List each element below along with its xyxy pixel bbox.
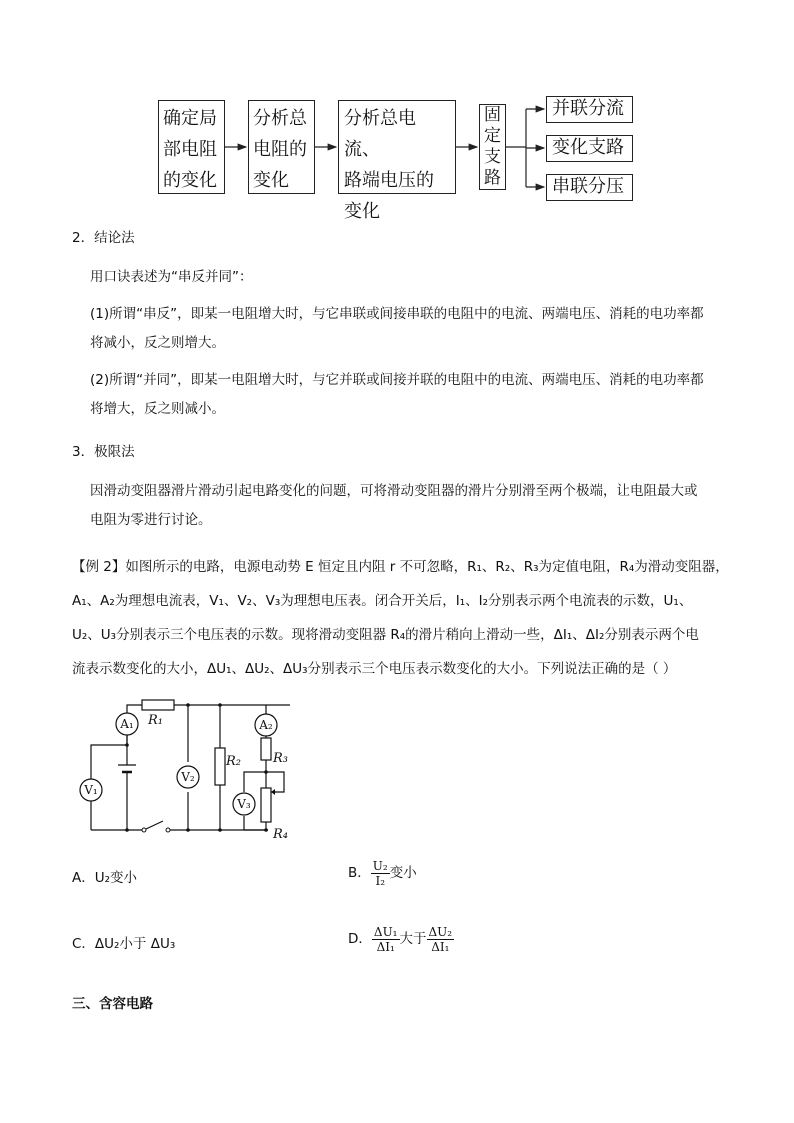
section-heading-conclusion: 2．结论法 (72, 230, 135, 246)
label-r2: R₂ (226, 754, 241, 769)
example-line: A₁、A₂为理想电流表，V₁、V₂、V₃为理想电压表。闭合开关后，I₁、I₂分别表示两个电流表的示数，U₁、 (72, 593, 693, 609)
meter-label-a2: A₂ (259, 718, 273, 732)
fraction-denominator: ΔI₁ (376, 939, 395, 954)
flow-text: 变化 (253, 170, 289, 191)
flow-box-series: 串联分压 (546, 174, 633, 201)
flow-text: 变化 (344, 201, 380, 222)
flow-text: 路 (484, 168, 501, 188)
meter-label-v1: V₁ (84, 783, 98, 797)
junction-dot (186, 703, 190, 707)
meter-label-v3: V₃ (237, 797, 251, 811)
fraction-numerator: ΔU₂ (428, 924, 453, 939)
fraction-du2-over-di1 (427, 925, 455, 954)
label-r4: R₄ (273, 827, 288, 840)
circuit-diagram (70, 690, 310, 840)
flow-text: 支 (484, 147, 501, 167)
mnemonic-intro: 用口诀表述为“串反并同”： (90, 269, 253, 285)
junction-dot (125, 743, 129, 747)
fraction-du1-over-di1 (372, 925, 400, 954)
flow-text: 部电阻 (163, 139, 217, 160)
junction-dot (186, 828, 190, 832)
switch-lever (146, 821, 163, 829)
rule-series-line2: 将减小，反之则增大。 (90, 335, 225, 351)
option-b[interactable] (348, 856, 417, 890)
option-d-label: D． (348, 931, 372, 947)
flow-text: 分析总电流、 (344, 108, 416, 160)
option-d-text: 大于 (399, 931, 427, 947)
fraction-denominator: ΔI₁ (431, 939, 450, 954)
resistor-r2 (215, 748, 225, 785)
example-line: 流表示数变化的大小，ΔU₁、ΔU₂、ΔU₃分别表示三个电压表示数变化的大小。下列说法正确的是（ ） (72, 661, 677, 677)
meter-label-v2: V₂ (181, 770, 195, 784)
section-heading-capacitor: 三、含容电路 (72, 996, 153, 1012)
flow-box-parallel: 并联分流 (546, 96, 633, 123)
junction-dot (218, 703, 222, 707)
switch-contact (166, 828, 170, 832)
flow-text: 分析总 (253, 108, 307, 129)
option-b-text: 变小 (389, 865, 417, 881)
fraction-numerator: U₂ (372, 858, 388, 873)
meter-label-a1: A₁ (120, 717, 134, 731)
flow-arrows (0, 0, 794, 220)
option-a[interactable]: A．U₂变小 (72, 870, 138, 886)
junction-dot (264, 770, 268, 774)
label-r3: R₃ (273, 751, 288, 766)
fraction-denominator: I₂ (375, 873, 386, 888)
junction-dot (264, 828, 268, 832)
flow-box-changing-branch: 变化支路 (546, 135, 633, 162)
flow-text: 定 (484, 126, 501, 146)
rule-series-line1: (1)所谓“串反”，即某一电阻增大时，与它串联或间接串联的电阻中的电流、两端电压、消耗的电功率都 (90, 306, 704, 322)
example-line: U₂、U₃分别表示三个电压表的示数。现将滑动变阻器 R₄的滑片稍向上滑动一些，ΔI₁、ΔI₂分别表示两个电 (72, 627, 699, 643)
flow-text: 路端电压的 (344, 170, 434, 191)
rheostat-r4 (261, 788, 271, 822)
flow-text: 电阻的 (253, 139, 307, 160)
limit-method-line2: 电阻为零进行讨论。 (90, 512, 212, 528)
flow-text: 的变化 (163, 170, 217, 191)
example-line: 【例 2】如图所示的电路，电源电动势 E 恒定且内阻 r 不可忽略，R₁、R₂、R₃为定值电阻，R₄为滑动变阻器， (72, 559, 729, 575)
example-statement (72, 550, 732, 686)
flow-text: 固 (484, 105, 501, 125)
rule-parallel-line2: 将增大，反之则减小。 (90, 401, 225, 417)
resistor-r1 (142, 700, 174, 710)
label-r1: R₁ (148, 713, 163, 728)
slider-arrow-icon (271, 789, 275, 795)
flow-text: 确定局 (163, 108, 217, 129)
junction-dot (125, 828, 129, 832)
resistor-r3 (261, 738, 271, 760)
option-c[interactable]: C．ΔU₂小于 ΔU₃ (72, 936, 176, 952)
junction-dot (218, 828, 222, 832)
rule-parallel-line1: (2)所谓“并同”，即某一电阻增大时，与它并联或间接并联的电阻中的电流、两端电压、消耗的电功率都 (90, 372, 704, 388)
option-d[interactable] (348, 922, 454, 956)
switch-contact (142, 828, 146, 832)
section-heading-limit: 3．极限法 (72, 444, 135, 460)
option-b-label: B． (348, 865, 371, 881)
fraction-u2-over-i2 (371, 859, 390, 888)
fraction-numerator: ΔU₁ (373, 924, 398, 939)
limit-method-line1: 因滑动变阻器滑片滑动引起电路变化的问题，可将滑动变阻器的滑片分别滑至两个极端，让电阻最大或 (90, 483, 698, 499)
